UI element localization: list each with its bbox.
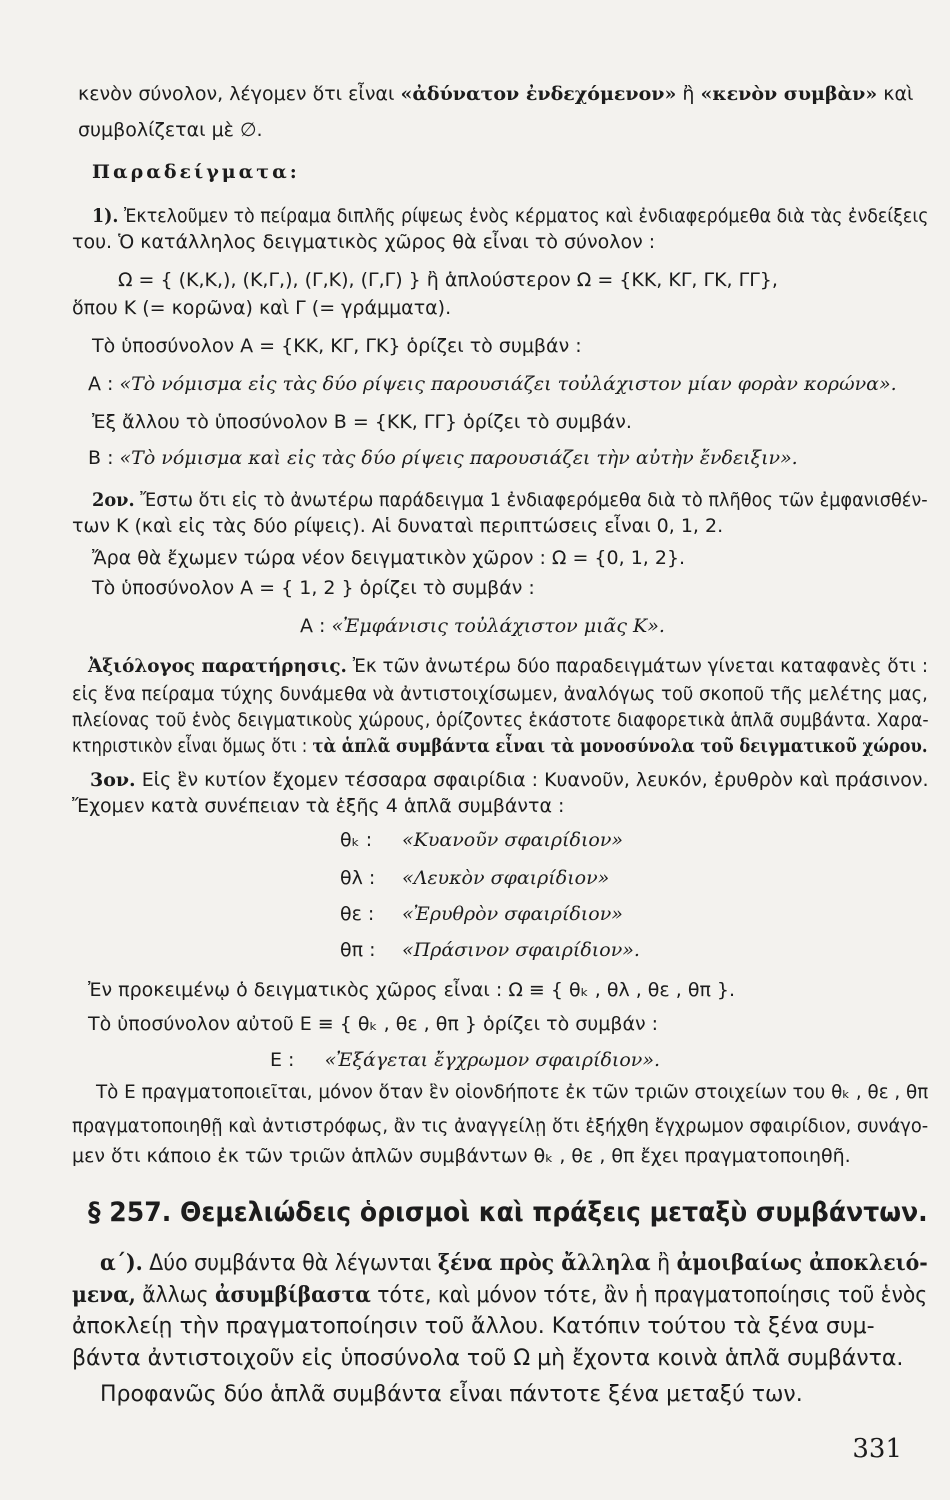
text-line: συμβολίζεται μὲ ∅. (78, 119, 263, 141)
text-line: Ε : «Ἐξάγεται ἔγχρωμον σφαιρίδιον». (270, 1049, 660, 1071)
text-line: μενα, ἄλλως ἀσυμβίβαστα τότε, καὶ μόνον τότε, ἂν ἡ πραγματοποίησις τοῦ ἑνὸς (72, 1282, 928, 1308)
text-line: μεν ὅτι κάποιο ἐκ τῶν τριῶν ἁπλῶν συμβάντων θₖ , θε , θπ ἔχει πραγματοποιηθῆ. (72, 1145, 851, 1167)
text-line: κτηριστικὸν εἶναι ὅμως ὅτι : τὰ ἁπλᾶ συμβάντα εἶναι τὰ μονοσύνολα τοῦ δειγματικοῦ χώρου. (72, 735, 928, 757)
text-line: Β : «Τὸ νόμισμα καὶ εἰς τὰς δύο ρίψεις παρουσιάζει τὴν αὐτὴν ἔνδειξιν». (88, 447, 798, 469)
text-line: 2ον. Ἔστω ὅτι εἰς τὸ ἀνωτέρω παράδειγμα 1 ἐνδιαφερόμεθα διὰ τὸ πλῆθος τῶν ἐμφανισθέν- (92, 489, 928, 511)
text-line: Τὸ ὑποσύνολον Α = {ΚΚ, ΚΓ, ΓΚ} ὁρίζει τὸ συμβάν : (92, 335, 582, 357)
text-line: Ἄρα θὰ ἔχωμεν τώρα νέον δειγματικὸν χῶρον : Ω = {0, 1, 2}. (92, 547, 686, 569)
text-line: Τὸ Ε πραγματοποιεῖται, μόνον ὅταν ἓν οἱονδήποτε ἐκ τῶν τριῶν στοιχείων του θₖ , θε , θπ (96, 1081, 929, 1103)
text-line: Α : «Ἐμφάνισις τοὐλάχιστον μιᾶς Κ». (300, 615, 665, 637)
event-description: «Λευκὸν σφαιρίδιον» (402, 867, 610, 889)
text-line: Ἔχομεν κατὰ συνέπειαν τὰ ἑξῆς 4 ἁπλᾶ συμβάντα : (72, 795, 565, 817)
text-line: των Κ (καὶ εἰς τὰς δύο ρίψεις). Αἱ δυναταὶ περιπτώσεις εἶναι 0, 1, 2. (72, 515, 724, 537)
text-line: κενὸν σύνολον, λέγομεν ὅτι εἶναι «ἀδύνατον ἐνδεχόμενον» ἢ «κενὸν συμβὰν» καὶ (78, 83, 914, 105)
event-symbol: θε : (340, 903, 375, 925)
event-description: «Πράσινον σφαιρίδιον». (402, 939, 640, 961)
text-line: Τὸ ὑποσύνολον Α = { 1, 2 } ὁρίζει τὸ συμβάν : (92, 577, 535, 599)
text-line: ὅπου Κ (= κορῶνα) καὶ Γ (= γράμματα). (72, 297, 452, 319)
math-line: Ω = { (Κ,Κ,), (Κ,Γ,), (Γ,Κ), (Γ,Γ) } ἢ ἁπλούστερον Ω = {ΚΚ, ΚΓ, ΓΚ, ΓΓ}, (118, 269, 778, 291)
text-line: ἀποκλείῃ τὴν πραγματοποίησιν τοῦ ἄλλου. Κατόπιν τούτου τὰ ξένα συμ- (72, 1314, 875, 1339)
event-description: «Κυανοῦν σφαιρίδιον» (402, 829, 624, 851)
text-line: Προφανῶς δύο ἁπλᾶ συμβάντα εἶναι πάντοτε ξένα μεταξύ των. (100, 1382, 803, 1407)
section-heading: § 257. Θεμελιώδεις ὁρισμοὶ καὶ πράξεις μεταξὺ συμβάντων. (88, 1197, 928, 1228)
text-line: Τὸ ὑποσύνολον αὐτοῦ Ε ≡ { θₖ , θε , θπ } ὁρίζει τὸ συμβάν : (88, 1013, 659, 1035)
text-line: εἰς ἕνα πείραμα τύχης δυνάμεθα νὰ ἀντιστοιχίσωμεν, ἀναλόγως τοῦ σκοποῦ τῆς μελέτης μας, (72, 683, 928, 705)
page-number: 331 (852, 1434, 902, 1464)
text-line: Ἐν προκειμένῳ ὁ δειγματικὸς χῶρος εἶναι : Ω ≡ { θₖ , θλ , θε , θπ }. (88, 979, 736, 1001)
text-line: βάντα ἀντιστοιχοῦν εἰς ὑποσύνολα τοῦ Ω μὴ ἔχοντα κοινὰ ἁπλᾶ συμβάντα. (72, 1346, 904, 1371)
text-line: Ἐξ ἄλλου τὸ ὑποσύνολον Β = {ΚΚ, ΓΓ} ὁρίζει τὸ συμβάν. (92, 411, 632, 433)
event-description: «Ἐρυθρὸν σφαιρίδιον» (402, 903, 623, 925)
event-symbol: θπ : (340, 939, 376, 961)
text-line: πραγματοποιηθῇ καὶ ἀντιστρόφως, ἂν τις ἀναγγείλῃ ὅτι ἐξήχθη ἔγχρωμον σφαιρίδιον, συνάγο- (72, 1115, 929, 1137)
text-line: 1). Ἐκτελοῦμεν τὸ πείραμα διπλῆς ρίψεως ἑνὸς κέρματος καὶ ἐνδιαφερόμεθα διὰ τὰς ἐνδείξεις (92, 205, 929, 227)
text-line: πλείονας τοῦ ἑνὸς δειγματικοὺς χώρους, ὁρίζοντες ἑκάστοτε διαφορετικὰ ἁπλᾶ συμβάντα. Χαρα- (72, 709, 929, 731)
text-line: 3ον. Εἰς ἓν κυτίον ἔχομεν τέσσαρα σφαιρίδια : Κυανοῦν, λευκόν, ἐρυθρὸν καὶ πράσινον. (90, 769, 929, 791)
event-symbol: θλ : (340, 867, 376, 889)
text-line: του. Ὁ κατάλληλος δειγματικὸς χῶρος θὰ εἶναι τὸ σύνολον : (72, 231, 656, 253)
event-symbol: θₖ : (340, 829, 373, 851)
text-line: Ἀξιόλογος παρατήρησις. Ἐκ τῶν ἀνωτέρω δύο παραδειγμάτων γίνεται καταφανὲς ὅτι : (88, 655, 929, 677)
text-line: Α : «Τὸ νόμισμα εἰς τὰς δύο ρίψεις παρουσιάζει τοὐλάχιστον μίαν φορὰν κορώνα». (88, 373, 897, 395)
text-line: α΄). Δύο συμβάντα θὰ λέγωνται ξένα πρὸς ἄλληλα ἢ ἀμοιβαίως ἀποκλειό- (100, 1250, 928, 1276)
examples-heading: Παραδείγματα: (92, 161, 300, 183)
